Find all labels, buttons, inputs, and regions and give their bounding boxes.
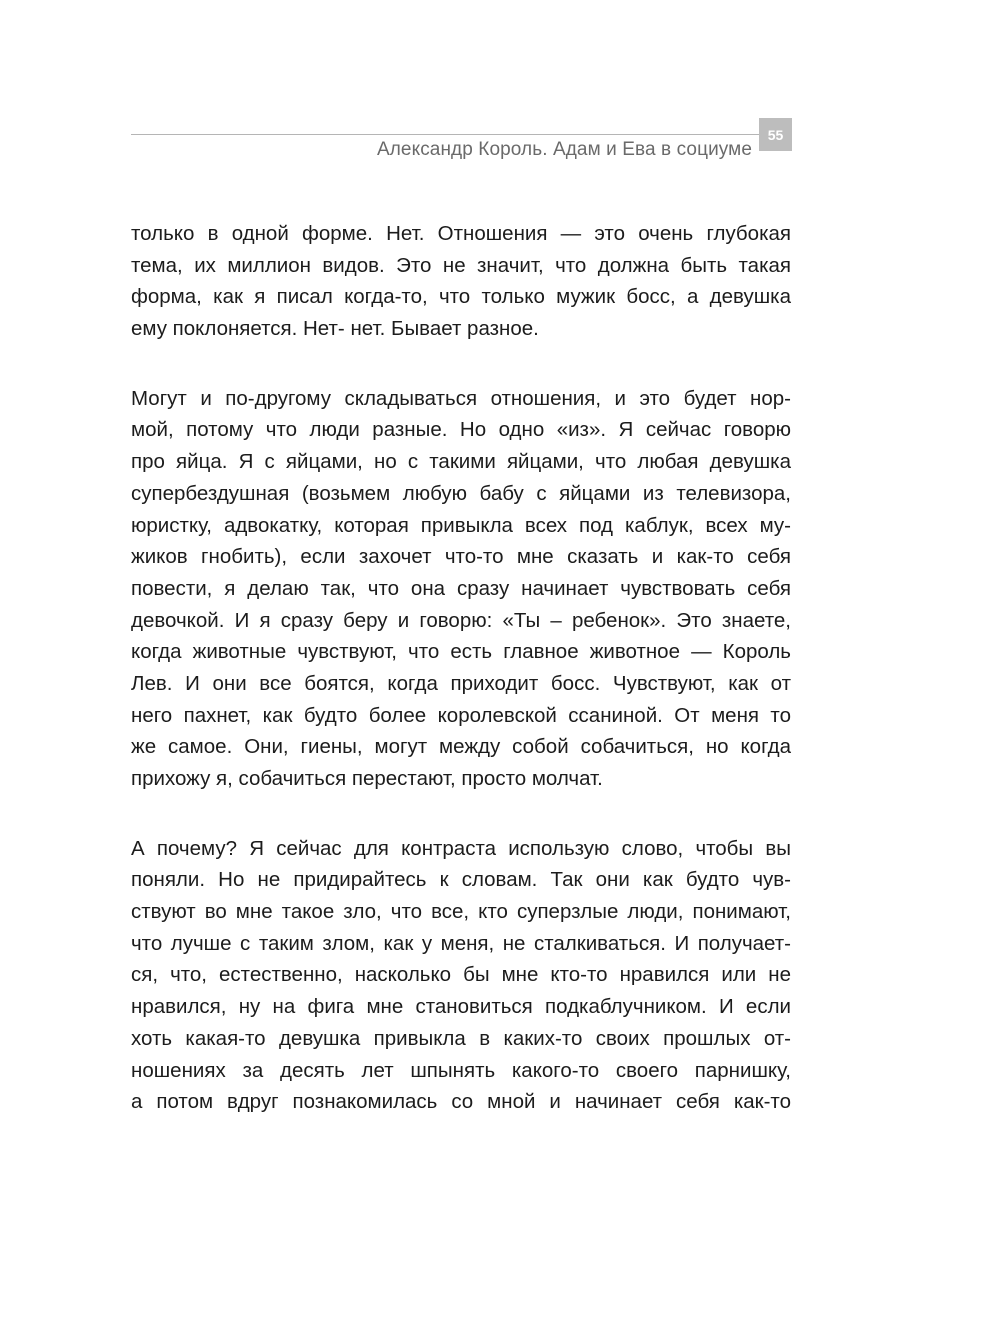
text-line: тема, их миллион видов. Это не значит, что должна быть такая xyxy=(131,253,791,277)
page-number-box xyxy=(759,118,792,151)
text-line: хоть какая-то девушка привыкла в каких-то своих прошлых от- xyxy=(131,1026,791,1050)
text-line: только в одной форме. Нет. Отношения — это очень глубокая xyxy=(131,222,791,245)
text-line: А почему? Я сейчас для контраста использую слово, чтобы вы xyxy=(131,836,791,860)
text-line: повести, я делаю так, что она сразу начинает чувствовать себя xyxy=(131,576,791,600)
text-line: него пахнет, как будто более королевской ссаниной. От меня то xyxy=(131,703,791,727)
text-line: же самое. Они, гиены, могут между собой собачиться, но когда xyxy=(131,735,791,759)
text-line: а потом вдруг познакомилась со мной и начинает себя как-то xyxy=(131,1090,791,1114)
text-line: ему поклоняется. Нет- нет. Бывает разное. xyxy=(131,317,539,341)
text-line: ношениях за десять лет шпынять какого-то своего парнишку, xyxy=(131,1058,791,1082)
paragraph-2 xyxy=(131,383,811,795)
text-line: мой, потому что люди разные. Но одно «из». Я сейчас говорю xyxy=(131,418,791,442)
text-line: супербездушная (возьмем любую бабу с яйцами из телевизора, xyxy=(131,481,791,505)
running-head: Александр Король. Адам и Ева в социуме xyxy=(376,139,752,160)
text-line: нравился, ну на фига мне становиться подкаблучником. И если xyxy=(131,995,791,1019)
body-text xyxy=(131,218,811,1156)
text-line: форма, как я писал когда-то, что только мужик босс, а девушка xyxy=(131,285,791,309)
text-line: про яйца. Я с яйцами, но с такими яйцами, что любая девушка xyxy=(131,450,791,474)
text-line: жиков гнобить), если захочет что-то мне сказать и как-то себя xyxy=(131,545,791,569)
text-line: ствуют во мне такое зло, что все, кто суперзлые люди, понимают, xyxy=(131,900,791,924)
paragraph-3 xyxy=(131,833,811,1118)
text-line: когда животные чувствуют, что есть главное животное — Король xyxy=(131,640,791,664)
text-line: Могут и по-другому складываться отношения, и это будет нор- xyxy=(131,386,791,410)
text-line: Лев. И они все боятся, когда приходит босс. Чувствуют, как от xyxy=(131,671,791,695)
text-line: поняли. Но не придирайтесь к словам. Так они как будто чув- xyxy=(131,868,791,892)
page-number: 55 xyxy=(767,126,784,143)
paragraph-1 xyxy=(131,218,811,345)
header-rule xyxy=(131,134,759,135)
text-line: юристку, адвокатку, которая привыкла всех под каблук, всех му- xyxy=(131,513,791,537)
text-line: что лучше с таким злом, как у меня, не сталкиваться. И получает- xyxy=(131,931,791,955)
text-line: ся, что, естественно, насколько бы мне кто-то нравился или не xyxy=(131,963,791,987)
text-line: девочкой. И я сразу беру и говорю: «Ты – ребенок». Это знаете, xyxy=(131,608,791,632)
text-line: прихожу я, собачиться перестают, просто молчат. xyxy=(131,767,603,790)
